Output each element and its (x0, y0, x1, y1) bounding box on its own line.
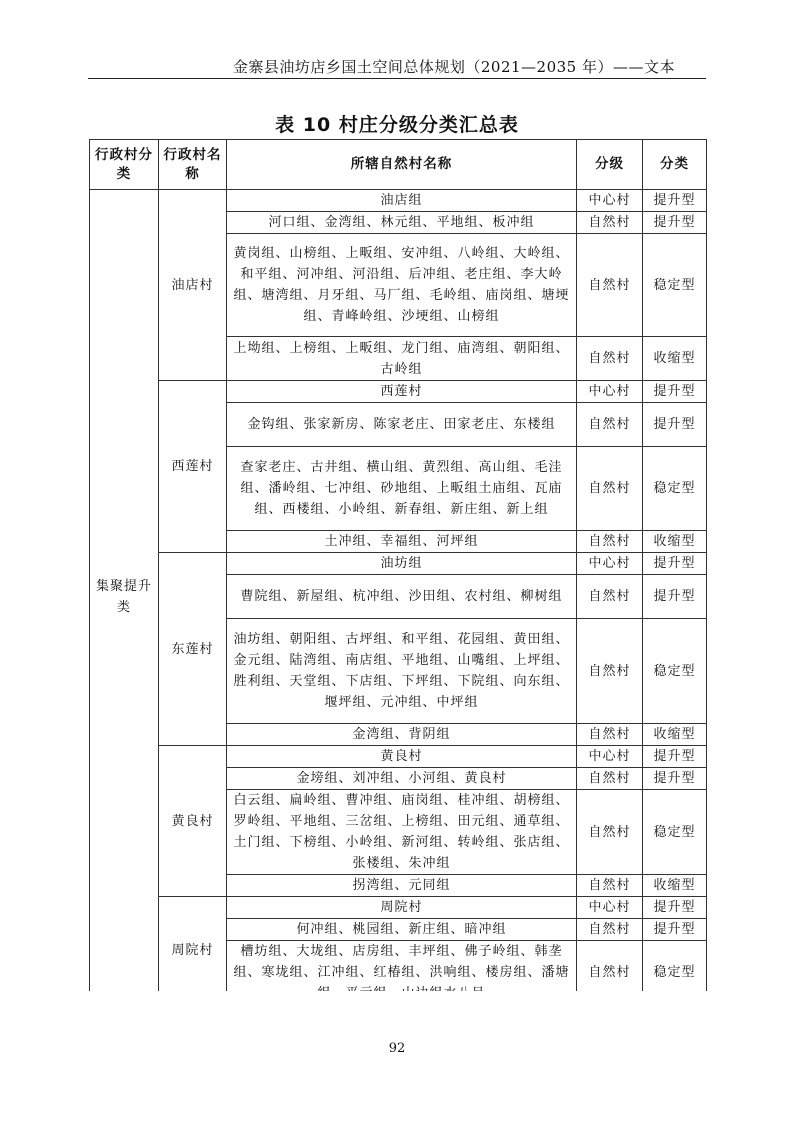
type-cell: 提升型 (643, 746, 707, 768)
table-row (90, 897, 707, 919)
natural-villages-cell: 槽坊组、大垅组、店房组、丰坪组、佛子岭组、韩垄组、寒垅组、江冲组、红椿组、洪响组、楼房组、潘塘 (227, 941, 577, 1005)
natural-villages-cell: 黄岗组、山榜组、上畈组、安冲组、八岭组、大岭组、和平组、河冲组、河沿组、后冲组、老庄组、李大岭组、塘湾组、月牙组、马厂组、毛岭组、庙岗组、塘埂组、青峰岭组、沙埂组、山榜组 (227, 234, 577, 337)
header-category: 行政村分类 (90, 140, 159, 190)
table-row (90, 190, 707, 212)
natural-villages-cell: 拐湾组、元同组 (227, 875, 577, 897)
level-cell: 中心村 (577, 190, 643, 212)
header-natural-villages: 所辖自然村名称 (227, 140, 577, 190)
level-cell: 自然村 (577, 531, 643, 553)
type-cell: 提升型 (643, 381, 707, 403)
type-cell: 提升型 (643, 919, 707, 941)
type-cell: 提升型 (643, 212, 707, 234)
natural-villages-cell: 金塝组、刘冲组、小河组、黄良村 (227, 768, 577, 790)
level-cell: 自然村 (577, 768, 643, 790)
level-cell: 自然村 (577, 447, 643, 531)
natural-villages-cell: 西莲村 (227, 381, 577, 403)
type-cell: 提升型 (643, 575, 707, 619)
type-cell: 收缩型 (643, 724, 707, 746)
type-cell: 收缩型 (643, 337, 707, 381)
page-bottom-margin (0, 991, 794, 1122)
level-cell: 中心村 (577, 897, 643, 919)
type-cell: 稳定型 (643, 234, 707, 337)
level-cell: 自然村 (577, 575, 643, 619)
natural-villages-cell: 查家老庄、古井组、横山组、黄烈组、高山组、毛洼组、潘岭组、七冲组、砂地组、上畈组土庙组、瓦庙组、西楼组、小岭组、新春组、新庄组、新上组 (227, 447, 577, 531)
natural-villages-cell: 上坳组、上榜组、上畈组、龙门组、庙湾组、朝阳组、古岭组 (227, 337, 577, 381)
natural-villages-cell: 土冲组、幸福组、河坪组 (227, 531, 577, 553)
level-cell: 自然村 (577, 619, 643, 724)
natural-villages-cell: 金湾组、背阴组 (227, 724, 577, 746)
header-village-name: 行政村名称 (159, 140, 227, 190)
header-type: 分类 (643, 140, 707, 190)
type-cell: 提升型 (643, 897, 707, 919)
natural-villages-cell: 曹院组、新屋组、杭冲组、沙田组、农村组、柳树组 (227, 575, 577, 619)
natural-villages-cell: 白云组、扁岭组、曹冲组、庙岗组、桂冲组、胡榜组、罗岭组、平地组、三岔组、上榜组、田元组、通草组、土门组、下榜组、小岭组、新河组、转岭组、张店组、张楼组、朱冲组 (227, 790, 577, 875)
level-cell: 自然村 (577, 941, 643, 1005)
level-cell: 自然村 (577, 790, 643, 875)
level-cell: 自然村 (577, 724, 643, 746)
header-rule (88, 78, 706, 79)
category-cell: 集聚提升类 (90, 190, 159, 1005)
natural-villages-cell: 金钩组、张家新房、陈家老庄、田家老庄、东楼组 (227, 403, 577, 447)
level-cell: 中心村 (577, 746, 643, 768)
natural-villages-cell: 油坊组 (227, 553, 577, 575)
village-name-cell: 东莲村 (159, 553, 227, 746)
level-cell: 自然村 (577, 234, 643, 337)
page-number: 92 (388, 1041, 406, 1056)
level-cell: 自然村 (577, 403, 643, 447)
village-name-cell: 油店村 (159, 190, 227, 381)
natural-villages-cell: 黄良村 (227, 746, 577, 768)
type-cell: 提升型 (643, 190, 707, 212)
running-header: 金寨县油坊店乡国土空间总体规划（2021—2035 年）——文本 (232, 58, 675, 76)
level-cell: 自然村 (577, 337, 643, 381)
type-cell: 稳定型 (643, 447, 707, 531)
village-name-cell: 西莲村 (159, 381, 227, 553)
village-name-cell: 黄良村 (159, 746, 227, 897)
natural-villages-cell: 河口组、金湾组、林元组、平地组、板冲组 (227, 212, 577, 234)
type-cell: 稳定型 (643, 619, 707, 724)
table-row (90, 746, 707, 768)
type-cell: 收缩型 (643, 531, 707, 553)
table-row (90, 553, 707, 575)
type-cell: 稳定型 (643, 790, 707, 875)
natural-villages-cell: 油坊组、朝阳组、古坪组、和平组、花园组、黄田组、金元组、陆湾组、南店组、平地组、山嘴组、上坪组、胜利组、天堂组、下店组、下坪组、下院组、向东组、堰坪组、元冲组、中坪组 (227, 619, 577, 724)
level-cell: 中心村 (577, 553, 643, 575)
type-cell: 提升型 (643, 768, 707, 790)
header-level: 分级 (577, 140, 643, 190)
table-title: 表 10 村庄分级分类汇总表 (275, 114, 519, 136)
level-cell: 自然村 (577, 212, 643, 234)
natural-villages-cell: 油店组 (227, 190, 577, 212)
natural-villages-cell: 周院村 (227, 897, 577, 919)
village-classification-table (89, 139, 707, 1005)
level-cell: 中心村 (577, 381, 643, 403)
type-cell: 提升型 (643, 403, 707, 447)
type-cell: 提升型 (643, 553, 707, 575)
table-row (90, 381, 707, 403)
level-cell: 自然村 (577, 919, 643, 941)
level-cell: 自然村 (577, 875, 643, 897)
table-header-row (90, 140, 707, 190)
type-cell: 收缩型 (643, 875, 707, 897)
village-name-cell: 周院村 (159, 897, 227, 1005)
type-cell: 稳定型 (643, 941, 707, 1005)
natural-villages-cell: 何冲组、桃园组、新庄组、暗冲组 (227, 919, 577, 941)
